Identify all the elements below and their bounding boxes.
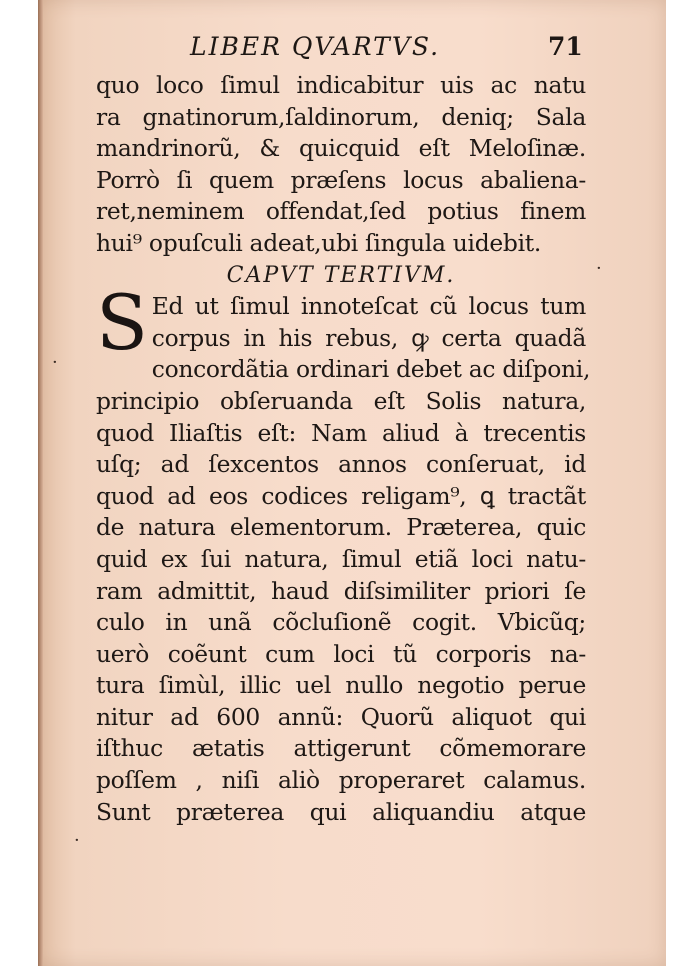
margin-speck: · bbox=[74, 830, 80, 851]
margin-speck: · bbox=[596, 258, 602, 279]
chapter-heading: CAPVT TERTIVM. bbox=[226, 262, 456, 288]
text-line: quod ad eos codices religam⁹, ꝗ tractãt bbox=[96, 481, 586, 510]
text-line: Porrò ſi quem præſens locus abaliena- bbox=[96, 165, 586, 194]
drop-cap-block bbox=[96, 278, 586, 368]
text-line: corpus in his rebus, ꝙ certa quadã bbox=[151, 323, 586, 352]
running-title: LIBER QVARTVS. bbox=[190, 32, 441, 61]
page-gutter-shadow bbox=[38, 0, 43, 966]
running-head bbox=[0, 32, 690, 64]
text-line: ra gnatinorum,ſaldinorum, deniq; Sala bbox=[96, 102, 586, 131]
text-line: de natura elementorum. Præterea, quic bbox=[96, 513, 586, 542]
text-line: mandrinorũ, & quicquid eſt Meloſinæ. bbox=[96, 134, 586, 163]
text-line: ram admittit, haud diſsimiliter priori ſe bbox=[96, 576, 586, 605]
text-line: poſſem , niſi aliò properaret calamus. bbox=[96, 766, 586, 795]
text-line: nitur ad 600 annũ: Quorũ aliquot qui bbox=[96, 702, 586, 731]
text-line: iſthuc ætatis attigerunt cõmemorare bbox=[96, 734, 586, 763]
text-line: uerò coẽunt cum loci tũ corporis na- bbox=[96, 639, 586, 668]
text-line: quo loco ſimul indicabitur uis ac natu bbox=[96, 71, 586, 99]
text-line: quid ex ſui natura, ſimul etiã loci natu- bbox=[96, 544, 586, 573]
text-line: uſq; ad ſexcentos annos conſeruat, id bbox=[96, 450, 586, 479]
text-line: hui⁹ opuſculi adeat,ubi ſingula uidebit. bbox=[96, 228, 542, 257]
text-line: principio obſeruanda eſt Solis natura, bbox=[96, 386, 586, 415]
margin-speck: · bbox=[52, 352, 58, 373]
drop-cap: S bbox=[96, 278, 148, 368]
text-line: concordãtia ordinari debet ac diſponi, bbox=[151, 355, 591, 384]
text-line: Ed ut ſimul innoteſcat cũ locus tum bbox=[151, 292, 586, 321]
text-line: tura ſimùl, illic uel nullo negotio perue bbox=[96, 671, 586, 700]
text-line: culo in unã cõcluſionẽ cogit. Vbicũq; bbox=[96, 608, 586, 637]
text-line: quod Iliaſtis eſt: Nam aliud à trecentis bbox=[96, 418, 586, 447]
text-block bbox=[96, 70, 591, 828]
text-line: Sunt præterea qui aliquandiu atque bbox=[96, 797, 586, 826]
page-number: 71 bbox=[548, 32, 583, 61]
text-line: ret,neminem offendat,ſed potius finem bbox=[96, 197, 586, 226]
